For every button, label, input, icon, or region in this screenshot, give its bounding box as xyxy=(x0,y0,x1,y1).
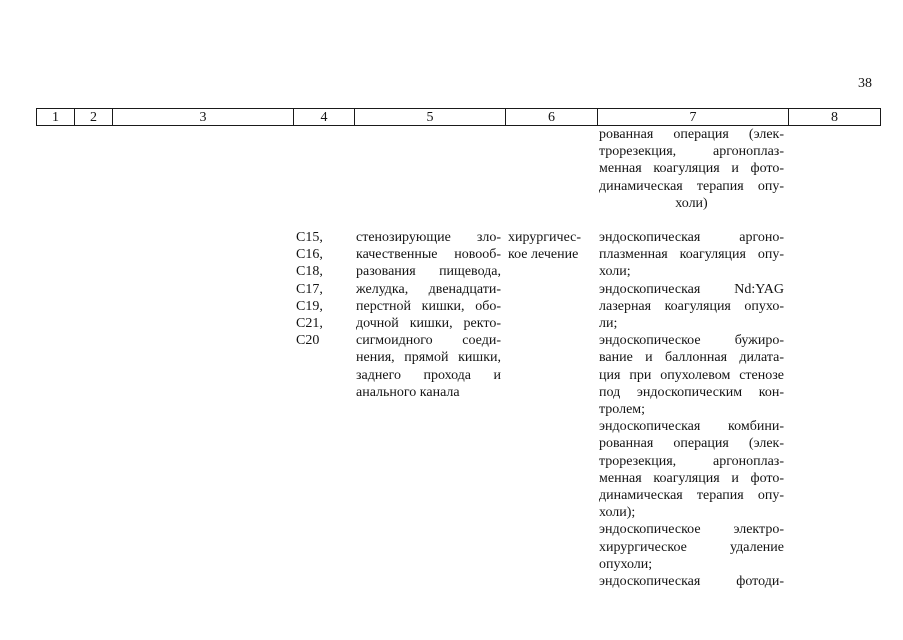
text-line: плазменная коагуляция опу- xyxy=(599,247,784,263)
text-line: ция при опухолевом стенозе xyxy=(599,367,784,383)
text-line: хирургическое удаление xyxy=(599,539,784,555)
icd-code: С15, xyxy=(296,230,323,245)
icd-codes xyxy=(296,229,346,349)
column-number-2: 2 xyxy=(75,109,113,126)
treatment-type xyxy=(508,229,588,263)
text-line: хирургичес- xyxy=(508,230,582,245)
column-number-6: 6 xyxy=(506,109,598,126)
diagnosis-description xyxy=(356,229,501,401)
column-number-7: 7 xyxy=(598,109,789,126)
text-line: холи; xyxy=(599,264,631,280)
text-line: качественные новооб- xyxy=(356,247,501,263)
text-line: рованная операция (элек- xyxy=(599,127,784,142)
text-line: эндоскопическое бужиро- xyxy=(599,333,784,349)
text-line: заднего прохода и xyxy=(356,367,501,383)
text-line: трорезекция, аргоноплаз- xyxy=(599,144,784,160)
icd-code: С18, xyxy=(296,264,323,280)
text-line: разования пищевода, xyxy=(356,264,501,280)
text-line: перстной кишки, обо- xyxy=(356,298,501,314)
page-number: 38 xyxy=(858,76,872,91)
text-line: рованная операция (элек- xyxy=(599,436,784,452)
text-line: сигмоидного соеди- xyxy=(356,333,501,349)
text-line: желудка, двенадцати- xyxy=(356,281,501,297)
icd-code: С20 xyxy=(296,333,320,349)
text-line: лазерная коагуляция опухо- xyxy=(599,298,784,314)
text-line: динамическая терапия опу- xyxy=(599,488,784,504)
column-number-5: 5 xyxy=(355,109,506,126)
icd-code: С16, xyxy=(296,247,323,263)
text-line: кое лечение xyxy=(508,247,579,263)
text-line: динамическая терапия опу- xyxy=(599,178,784,194)
column-number-8: 8 xyxy=(789,109,881,126)
text-line: тролем; xyxy=(599,402,646,418)
text-line: эндоскопическая фотоди- xyxy=(599,574,784,590)
text-line: дочной кишки, ректо- xyxy=(356,316,501,332)
column-number-1: 1 xyxy=(37,109,75,126)
text-line: менная коагуляция и фото- xyxy=(599,470,784,486)
text-line: трорезекция, аргоноплаз- xyxy=(599,453,784,469)
column-number-header xyxy=(36,108,881,126)
text-line: эндоскопическая комбини- xyxy=(599,419,784,435)
icd-code: С17, xyxy=(296,281,323,297)
column-number-4: 4 xyxy=(294,109,355,126)
icd-code: С21, xyxy=(296,316,323,332)
text-line: анального канала xyxy=(356,384,460,400)
column-number-3: 3 xyxy=(113,109,294,126)
text-line: опухоли; xyxy=(599,556,653,572)
text-line: холи); xyxy=(599,505,636,521)
text-line: нения, прямой кишки, xyxy=(356,350,501,366)
text-line: менная коагуляция и фото- xyxy=(599,161,784,177)
text-line: эндоскопическая Nd:YAG xyxy=(599,281,784,297)
text-line: под эндоскопическим кон- xyxy=(599,384,784,400)
text-line: холи) xyxy=(675,195,708,211)
text-line: стенозирующие зло- xyxy=(356,230,501,245)
text-line: ли; xyxy=(599,316,618,332)
text-line: эндоскопическая аргоно- xyxy=(599,230,784,245)
text-line: эндоскопическое электро- xyxy=(599,522,784,538)
icd-code: С19, xyxy=(296,298,323,314)
continued-method-text xyxy=(599,126,784,212)
treatment-methods xyxy=(599,229,784,590)
text-line: вание и баллонная дилата- xyxy=(599,350,784,366)
